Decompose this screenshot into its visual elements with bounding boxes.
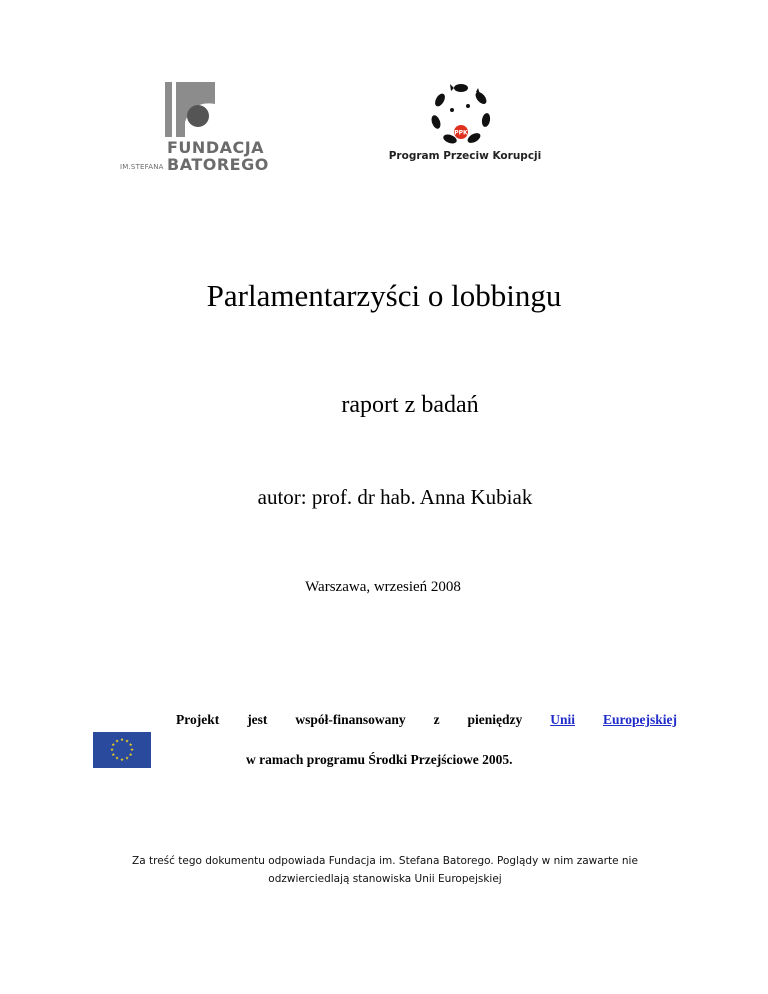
disclaimer (80, 852, 690, 888)
svg-text:★: ★ (119, 738, 125, 743)
funding-program-line: w ramach programu Środki Przejściowe 2005. (246, 752, 513, 767)
document-place-date: Warszawa, wrzesień 2008 (305, 579, 461, 595)
batory-logo-word-batorego: BATOREGO (167, 155, 269, 174)
svg-text:★: ★ (111, 753, 116, 758)
svg-text:★: ★ (114, 756, 120, 762)
svg-text:★: ★ (114, 739, 120, 745)
document-subtitle: raport z badań (341, 392, 479, 418)
document-title: Parlamentarzyści o lobbingu (206, 278, 562, 313)
eu-link-word-unii[interactable]: Unii (550, 712, 575, 727)
svg-text:★: ★ (119, 758, 125, 763)
eu-flag-icon (93, 732, 151, 768)
batory-logo-prefix: IM.STEFANA (120, 163, 164, 171)
svg-text:★: ★ (129, 748, 135, 753)
funding-word: współ-finansowany (295, 712, 406, 727)
svg-text:★: ★ (111, 743, 116, 748)
funding-word: Projekt (176, 712, 220, 727)
ppk-logo-mark-icon (426, 82, 496, 146)
disclaimer-line-1: Za treść tego dokumentu odpowiada Fundacja im. Stefana Batorego. Poglądy w nim zawarte nie (132, 855, 638, 867)
funding-word: pieniędzy (467, 712, 523, 727)
ppk-logo-caption: Program Przeciw Korupcji (388, 150, 542, 162)
svg-text:★: ★ (128, 753, 133, 758)
svg-text:★: ★ (124, 739, 130, 745)
eu-link-word-europejskiej[interactable]: Europejskiej (602, 712, 677, 727)
ppk-logo-center-text: PPK (454, 129, 468, 137)
funding-statement-line (176, 712, 677, 728)
batory-logo-word-fundacja: FUNDACJA (167, 138, 265, 157)
funding-word: jest (247, 712, 268, 727)
funding-word: z (433, 712, 440, 727)
fundacja-batorego-logo (120, 82, 269, 174)
disclaimer-line-2: odzwierciedlają stanowiska Unii Europejskiej (268, 873, 502, 885)
svg-text:★: ★ (124, 756, 130, 762)
batory-logo-mark-icon (165, 82, 215, 137)
document-author: autor: prof. dr hab. Anna Kubiak (257, 485, 533, 509)
svg-text:★: ★ (128, 743, 133, 748)
svg-text:★: ★ (109, 748, 115, 753)
